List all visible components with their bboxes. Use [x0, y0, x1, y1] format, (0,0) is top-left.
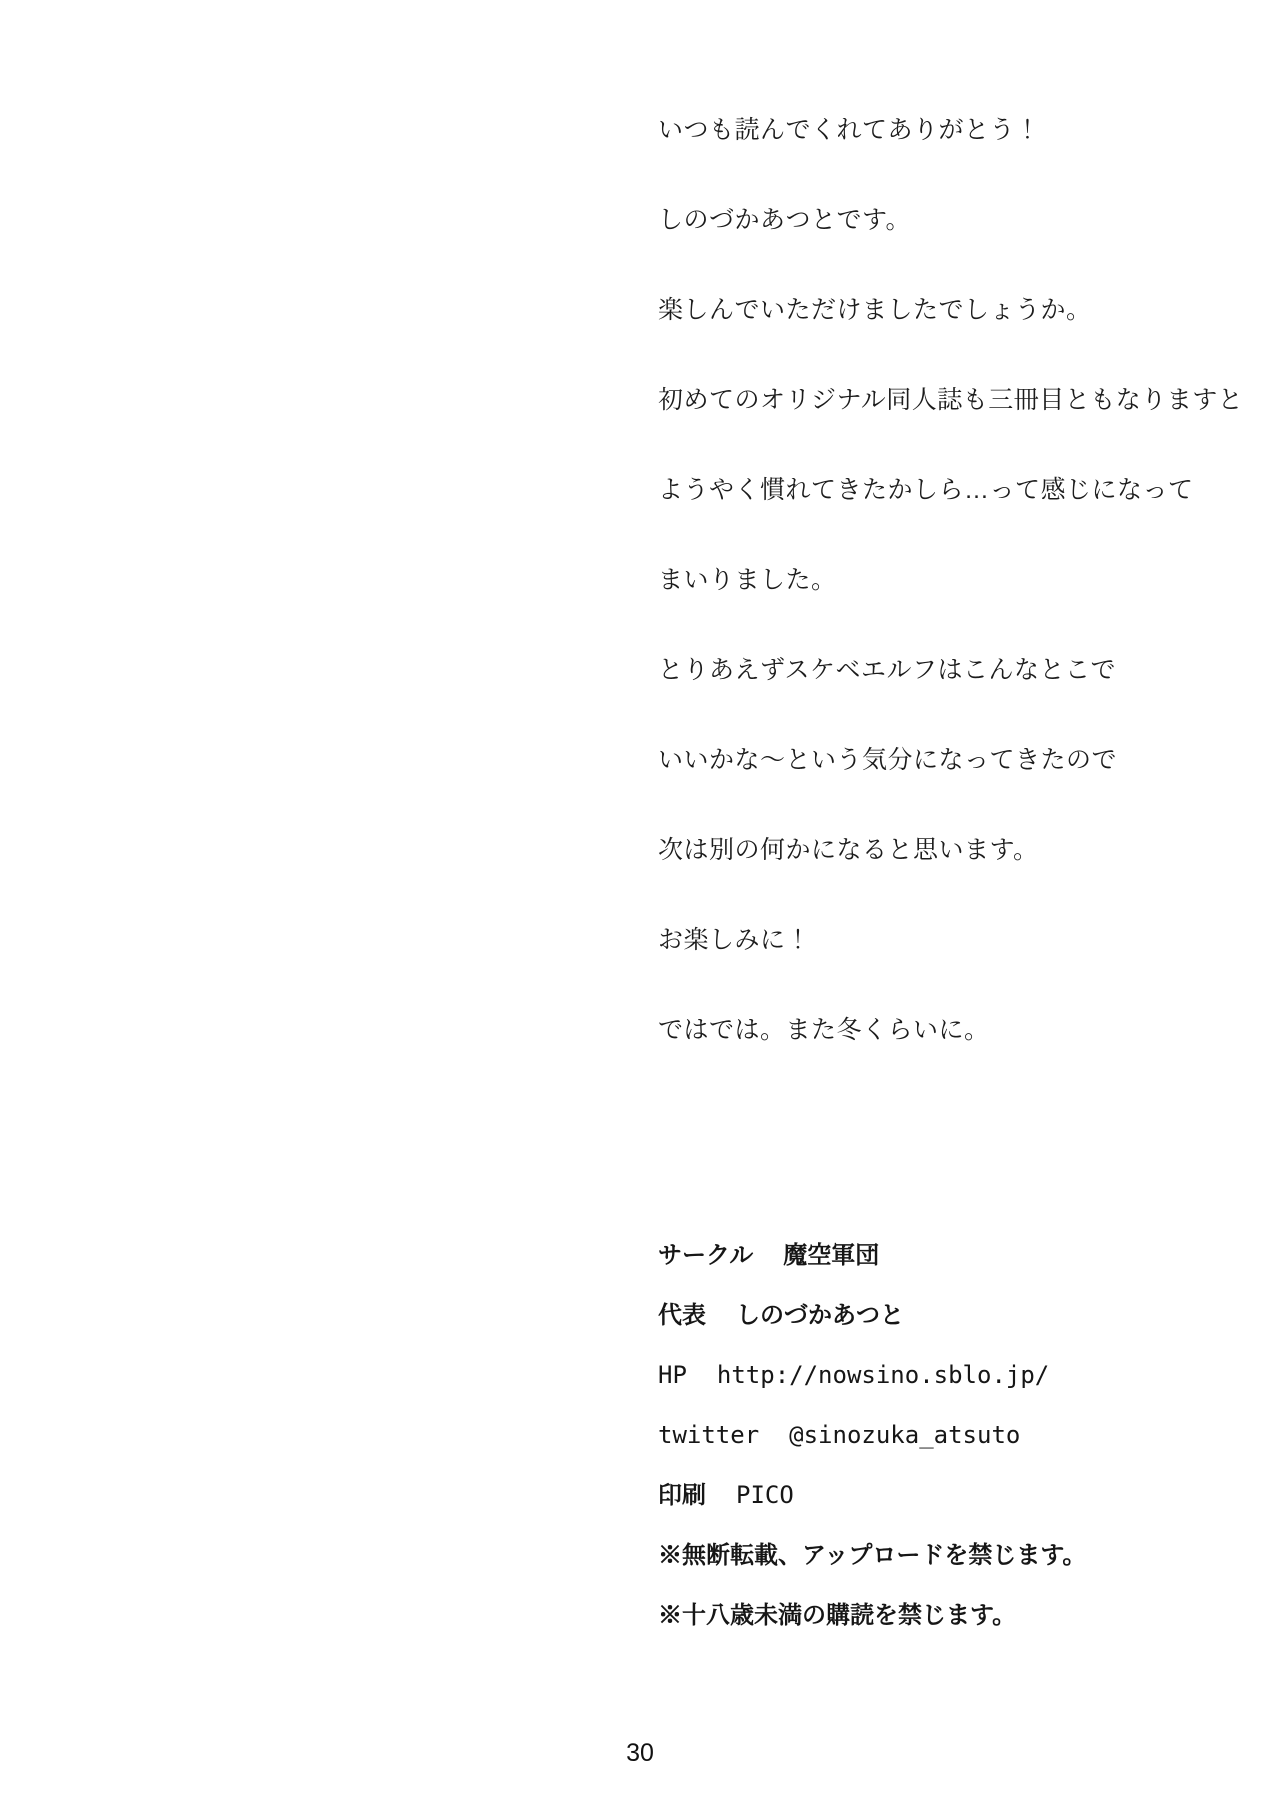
- afterword-line: しのづかあつとです。: [658, 206, 912, 234]
- afterword-line: 次は別の何かになると思います。: [658, 836, 1039, 864]
- colophon-homepage-url: http://nowsino.sblo.jp/: [716, 1361, 1050, 1389]
- colophon-notice-no-repost: ※無断転載、アップロードを禁じます。: [658, 1541, 1087, 1569]
- afterword-line: とりあえずスケベエルフはこんなとこで: [658, 656, 1117, 684]
- afterword-line: ようやく慣れてきたかしら…って感じになって: [658, 476, 1194, 504]
- afterword-line: いいかな～という気分になってきたので: [658, 746, 1118, 774]
- colophon-block: [658, 1225, 1218, 1645]
- colophon-homepage-row: [658, 1345, 1218, 1405]
- afterword-line: まいりました。: [658, 566, 837, 594]
- colophon-printer-row: [658, 1465, 1218, 1525]
- afterword-line: いつも読んでくれてありがとう！: [658, 116, 1041, 144]
- colophon-circle-label: サークル: [658, 1241, 754, 1269]
- colophon-representative-row: [658, 1285, 1218, 1345]
- colophon-circle-value: 魔空軍団: [783, 1241, 880, 1269]
- colophon-printer-value: PICO: [736, 1481, 794, 1509]
- colophon-representative-label: 代表: [658, 1301, 706, 1329]
- afterword-line: 楽しんでいただけましたでしょうか。: [658, 296, 1092, 324]
- afterword-line: ではでは。また冬くらいに。: [658, 1016, 990, 1044]
- colophon-printer-label: 印刷: [658, 1481, 706, 1509]
- colophon-twitter-handle: @sinozuka_atsuto: [789, 1421, 1021, 1449]
- afterword-line: 初めてのオリジナル同人誌も三冊目ともなりますと: [658, 386, 1244, 414]
- page-number: 30: [626, 1739, 654, 1767]
- colophon-homepage-label: HP: [658, 1361, 687, 1389]
- colophon-circle-row: [658, 1225, 1218, 1285]
- colophon-notice-adults-only: ※十八歳未満の購読を禁じます。: [658, 1601, 1017, 1629]
- afterword-text-block: [658, 85, 1258, 1075]
- colophon-twitter-row: [658, 1405, 1218, 1465]
- colophon-twitter-label: twitter: [658, 1421, 760, 1449]
- afterword-line: お楽しみに！: [658, 926, 812, 954]
- colophon-representative-value: しのづかあつと: [736, 1301, 904, 1329]
